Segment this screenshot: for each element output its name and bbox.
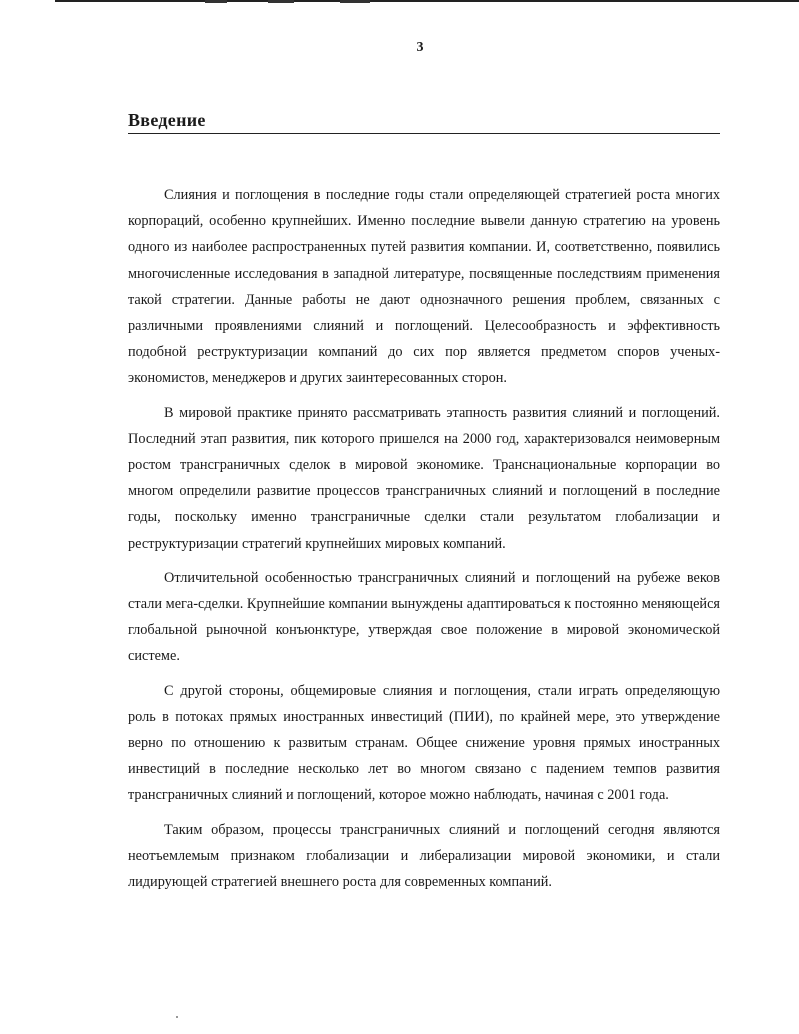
top-border-rule	[55, 0, 799, 2]
body-text	[128, 182, 720, 903]
paragraph: Слияния и поглощения в последние годы стали определяющей стратегией роста многих корпораций, особенно крупнейших. Именно последние вывели данную стратегию на уровень одного из наиболее распространенных путей развития компании. И, соответственно, появились многочисленные исследования в западной литературе, посвященные последствиям применения такой стратегии. Данные работы не дают однозначного решения проблем, связанных с различными проявлениями слияний и поглощений. Целесообразность и эффективность подобной реструктуризации компаний до сих пор является предметом споров ученых-экономистов, менеджеров и других заинтересованных сторон.	[128, 187, 720, 387]
top-border-mark	[205, 0, 227, 3]
top-border-mark	[340, 0, 370, 3]
paragraph: С другой стороны, общемировые слияния и поглощения, стали играть определяющую роль в потоках прямых иностранных инвестиций (ПИИ), по крайней мере, это утверждение верно по отношению к развитым странам. Общее снижение уровня прямых иностранных инвестиций в последние несколько лет во многом связано с падением темпов развития трансграничных слияний и поглощений, которое можно наблюдать, начиная с 2001 года.	[128, 682, 720, 804]
top-border-mark	[268, 0, 294, 3]
page-number: 3	[416, 40, 424, 55]
scan-speck	[176, 1016, 178, 1018]
paragraph: В мировой практике принято рассматривать этапность развития слияний и поглощений. Последний этап развития, пик которого пришелся на 2000 год, характеризовался неимоверным ростом трансграничных сделок в мировой экономике. Транснациональные корпорации во многом определили развитие процессов трансграничных слияний и поглощений в последние годы, поскольку именно трансграничные сделки стали результатом глобализации и реструктуризации стратегий крупнейших мировых компаний.	[128, 404, 720, 552]
paragraph: Отличительной особенностью трансграничных слияний и поглощений на рубеже веков стали мега-сделки. Крупнейшие компании вынуждены адаптироваться к постоянно меняющейся глобальной рыночной конъюнктуре, утверждая свое положение в мировой экономической системе.	[128, 569, 720, 665]
paragraph: Таким образом, процессы трансграничных слияний и поглощений сегодня являются неотъемлемым признаком глобализации и либерализации мировой экономики, и стали лидирующей стратегией внешнего роста для современных компаний.	[128, 821, 720, 891]
section-heading: Введение	[128, 110, 720, 134]
